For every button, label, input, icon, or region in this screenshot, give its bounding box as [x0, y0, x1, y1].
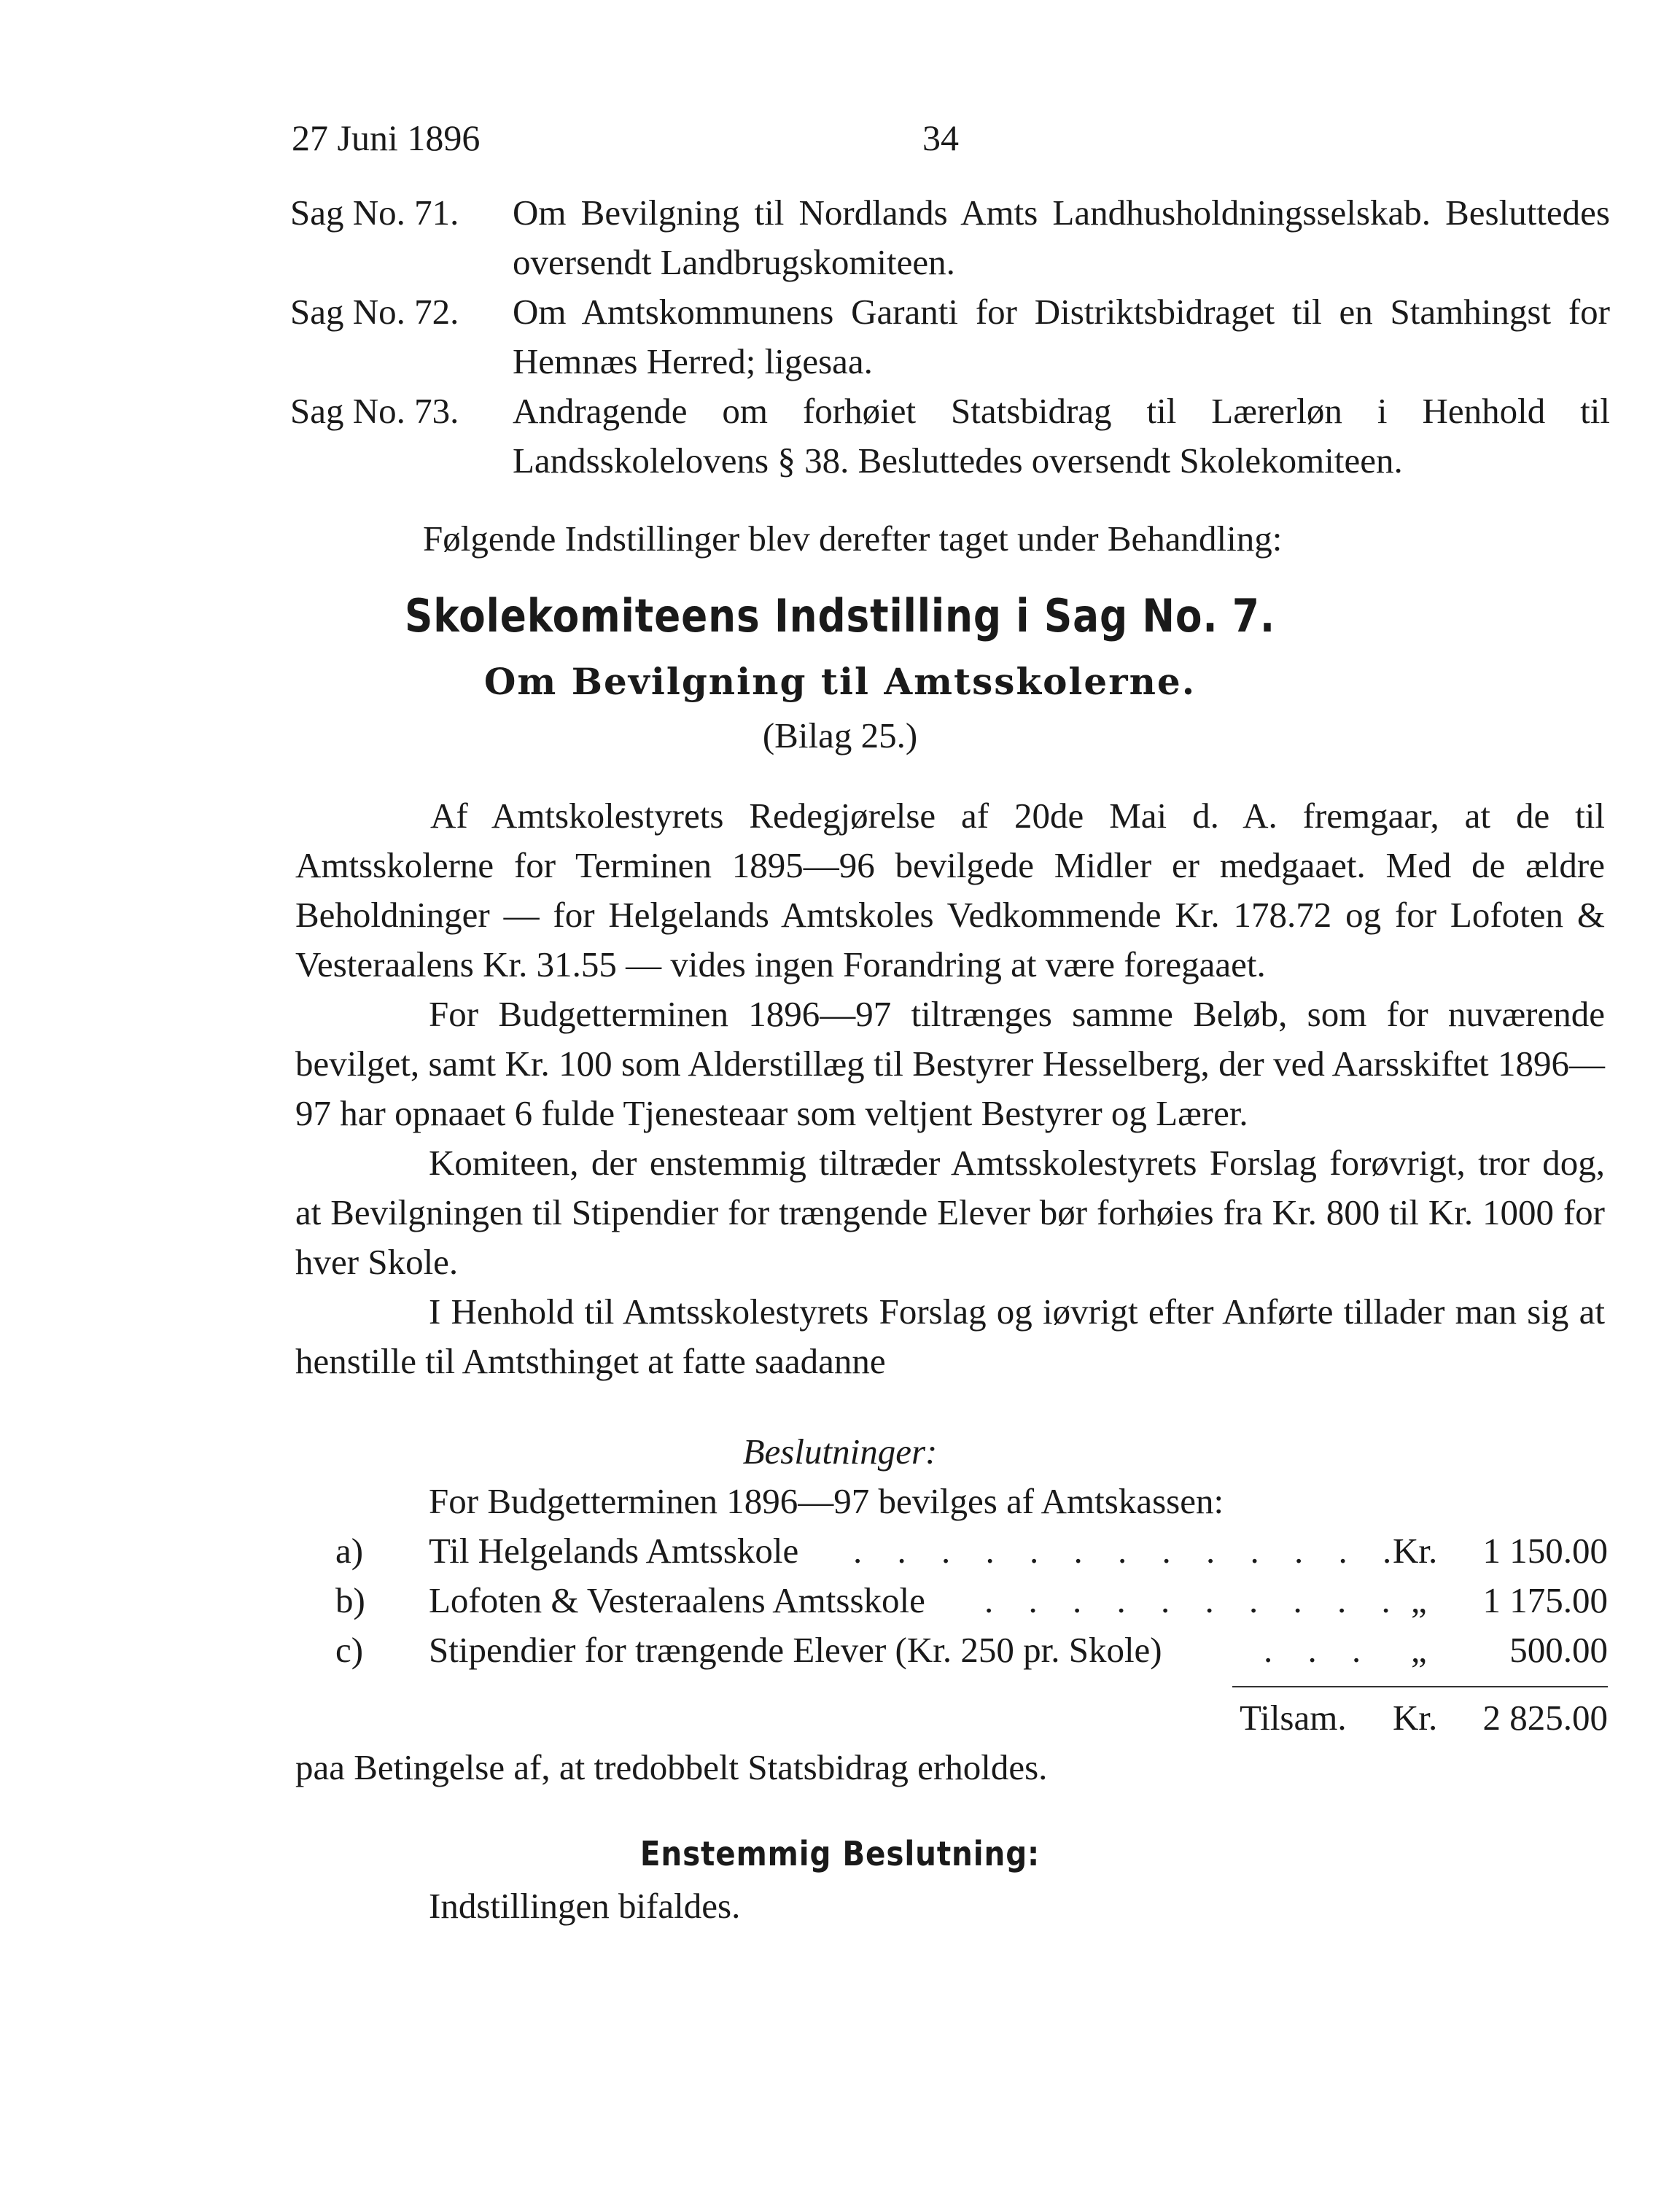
item-amount: 1 175.00: [1482, 1580, 1608, 1620]
case-label: Sag No. 72.: [290, 292, 459, 332]
case-item: [290, 386, 1610, 486]
item-letter: a): [335, 1531, 364, 1571]
case-label: Sag No. 71.: [290, 193, 459, 233]
total-label: Tilsam.: [1240, 1698, 1347, 1738]
resolution-line: Indstillingen bifaldes.: [429, 1886, 741, 1926]
sum-rule: [1232, 1686, 1608, 1687]
paragraph: For Budgetterminen 1896—97 tiltrænges samme Beløb, som for nuværende bevilget, samt Kr. 100 som Alderstillæg til Bestyrer Hesselberg, der ved Aarsskiftet 1896—97 har opnaaet 6 fulde Tjenesteaar som veltjent Bestyrer og Lærer.: [295, 994, 1605, 1133]
case-label: Sag No. 73.: [290, 391, 459, 431]
item-description: Stipendier for trængende Elever (Kr. 250 pr. Skole): [429, 1630, 1162, 1670]
case-text: Om Amtskommunens Garanti for Distriktsbidraget til en Stamhingst for Hemnæs Herred; ligesaa.: [513, 292, 1610, 381]
bilag-reference: (Bilag 25.): [762, 715, 918, 755]
item-description: Til Helgelands Amtsskole: [429, 1531, 799, 1571]
item-amount: 500.00: [1509, 1630, 1608, 1670]
appropriation-row: [335, 1629, 1608, 1679]
case-item: [290, 287, 1610, 386]
item-currency: Kr.: [1393, 1531, 1438, 1571]
intro-line: Følgende Indstillinger blev derefter taget under Behandling:: [423, 518, 1283, 559]
section-title: Skolekomiteens Indstilling i Sag No. 7.: [404, 589, 1275, 642]
unanimous-heading: Enstemmig Beslutning:: [639, 1834, 1041, 1873]
header-date: 27 Juni 1896: [292, 117, 481, 158]
item-letter: c): [335, 1630, 364, 1670]
page-number: 34: [922, 117, 959, 158]
appropriation-row: [335, 1580, 1608, 1629]
item-amount: 1 150.00: [1482, 1531, 1608, 1571]
paragraph: I Henhold til Amtsskolestyrets Forslag og iøvrigt efter Anførte tillader man sig at henstille til Amtsthinget at fatte saadanne: [295, 1291, 1605, 1381]
decisions-heading: Beslutninger:: [742, 1431, 938, 1472]
case-item: [290, 188, 1610, 287]
total-amount: 2 825.00: [1482, 1698, 1608, 1738]
item-description: Lofoten & Vesteraalens Amtsskole: [429, 1580, 925, 1620]
item-currency: „: [1411, 1630, 1427, 1670]
leader-dots: . . .: [1264, 1630, 1374, 1670]
item-letter: b): [335, 1580, 365, 1620]
section-subtitle: Om Bevilgning til Amtsskolerne.: [483, 660, 1197, 703]
report-body: [295, 791, 1605, 1386]
case-text: Andragende om forhøiet Statsbidrag til Lærerløn i Henhold til Landsskolelovens § 38. Besluttedes oversendt Skolekomiteen.: [513, 391, 1610, 481]
paragraph: Komiteen, der enstemmig tiltræder Amtsskolestyrets Forslag forøvrigt, tror dog, at Bevilgningen til Stipendier for trængende Elever bør forhøies fra Kr. 800 til Kr. 1000 for hver Skole.: [295, 1143, 1605, 1282]
paragraph: Af Amtskolestyrets Redegjørelse af 20de Mai d. A. fremgaar, at de til Amtsskolerne for Terminen 1895—96 bevilgede Midler er medgaaet. Med de ældre Beholdninger — for Helgelands Amtskoles Vedkommende Kr. 178.72 og for Lofoten & Vesteraalens Kr. 31.55 — vides ingen Forandring at være foregaaet.: [295, 796, 1605, 984]
item-currency: „: [1411, 1580, 1427, 1620]
budget-line: For Budgetterminen 1896—97 bevilges af Amtskassen:: [429, 1481, 1224, 1521]
case-text: Om Bevilgning til Nordlands Amts Landhusholdningsselskab. Besluttedes oversendt Landbrugskomiteen.: [513, 193, 1610, 282]
leader-dots: . . . . . . . . . . . . .: [853, 1531, 1405, 1571]
total-currency: Kr.: [1393, 1698, 1438, 1738]
condition-line: paa Betingelse af, at tredobbelt Statsbidrag erholdes.: [295, 1747, 1048, 1787]
leader-dots: . . . . . . . . . .: [984, 1580, 1404, 1620]
total-row: [1240, 1697, 1608, 1747]
appropriation-row: [335, 1530, 1608, 1580]
